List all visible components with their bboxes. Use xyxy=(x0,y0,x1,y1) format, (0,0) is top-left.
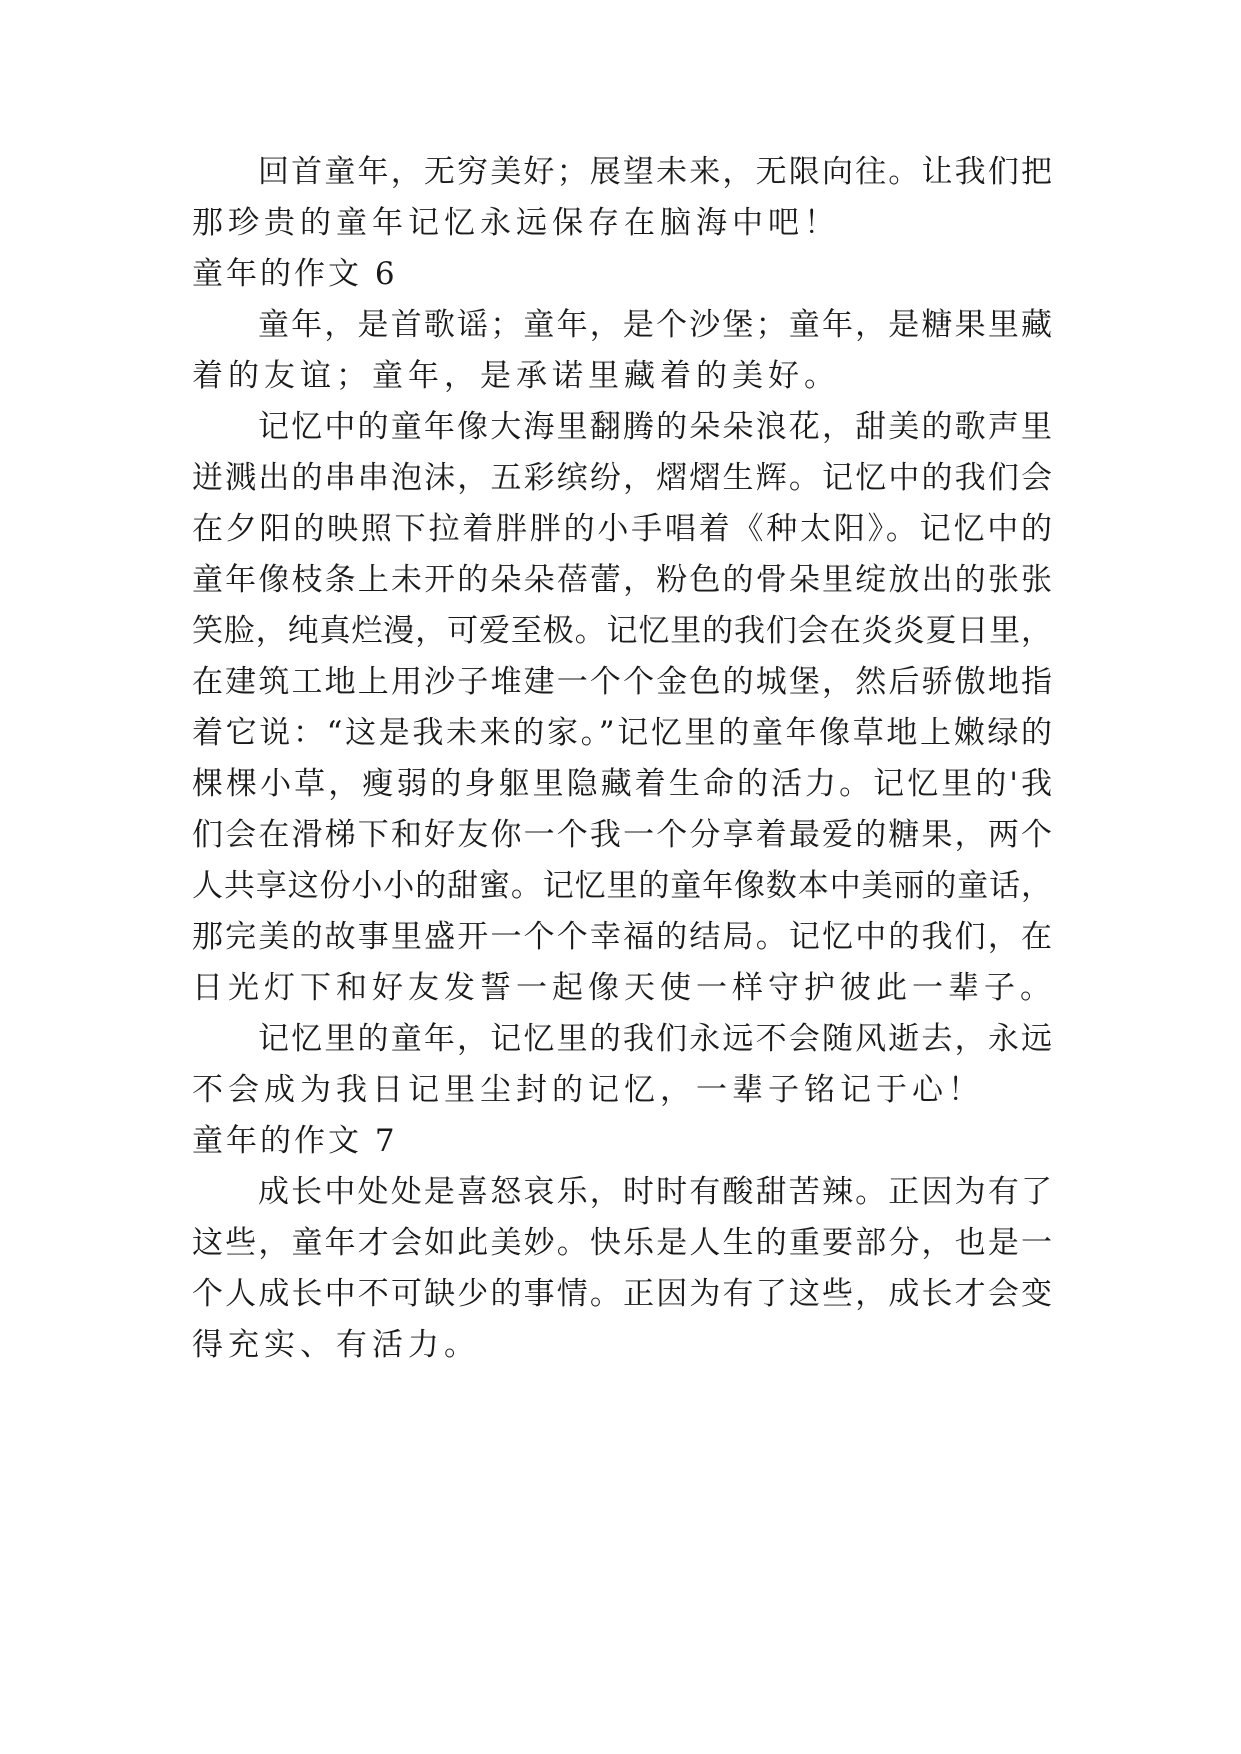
paragraph-line: 笑脸，纯真烂漫，可爱至极。记忆里的我们会在炎炎夏日里， xyxy=(192,613,1052,649)
section-heading-6: 童年的作文 6 xyxy=(192,256,398,292)
paragraph-line: 着的友谊；童年，是承诺里藏着的美好。 xyxy=(192,358,840,394)
paragraph-line: 记忆中的童年像大海里翻腾的朵朵浪花，甜美的歌声里 xyxy=(258,409,1052,445)
paragraph-line: 童年，是首歌谣；童年，是个沙堡；童年，是糖果里藏 xyxy=(258,307,1052,343)
section-heading-7: 童年的作文 7 xyxy=(192,1123,398,1159)
paragraph-line: 迸溅出的串串泡沫，五彩缤纷，熠熠生辉。记忆中的我们会 xyxy=(192,460,1052,496)
paragraph-line: 不会成为我日记里尘封的记忆，一辈子铭记于心！ xyxy=(192,1072,984,1108)
paragraph-line: 记忆里的童年，记忆里的我们永远不会随风逝去，永远 xyxy=(258,1021,1052,1057)
paragraph-line: 回首童年，无穷美好；展望未来，无限向往。让我们把 xyxy=(258,154,1052,190)
paragraph-line: 在建筑工地上用沙子堆建一个个金色的城堡，然后骄傲地指 xyxy=(192,664,1052,700)
paragraph-line: 棵棵小草，瘦弱的身躯里隐藏着生命的活力。记忆里的'我 xyxy=(192,766,1052,802)
paragraph-line: 日光灯下和好友发誓一起像天使一样守护彼此一辈子。 xyxy=(192,970,1056,1006)
paragraph-line: 得充实、有活力。 xyxy=(192,1327,480,1363)
paragraph-line: 那珍贵的童年记忆永远保存在脑海中吧！ xyxy=(192,205,840,241)
paragraph-line: 个人成长中不可缺少的事情。正因为有了这些，成长才会变 xyxy=(192,1276,1052,1312)
paragraph-line: 在夕阳的映照下拉着胖胖的小手唱着《种太阳》。记忆中的 xyxy=(192,511,1052,547)
paragraph-line: 这些，童年才会如此美妙。快乐是人生的重要部分，也是一 xyxy=(192,1225,1052,1261)
paragraph-line: 们会在滑梯下和好友你一个我一个分享着最爱的糖果，两个 xyxy=(192,817,1052,853)
paragraph-line: 成长中处处是喜怒哀乐，时时有酸甜苦辣。正因为有了 xyxy=(258,1174,1052,1210)
paragraph-line: 那完美的故事里盛开一个个幸福的结局。记忆中的我们，在 xyxy=(192,919,1052,955)
paragraph-line: 着它说：“这是我未来的家。”记忆里的童年像草地上嫩绿的 xyxy=(192,715,1052,751)
paragraph-line: 童年像枝条上未开的朵朵蓓蕾，粉色的骨朵里绽放出的张张 xyxy=(192,562,1052,598)
paragraph-line: 人共享这份小小的甜蜜。记忆里的童年像数本中美丽的童话， xyxy=(192,868,1052,904)
